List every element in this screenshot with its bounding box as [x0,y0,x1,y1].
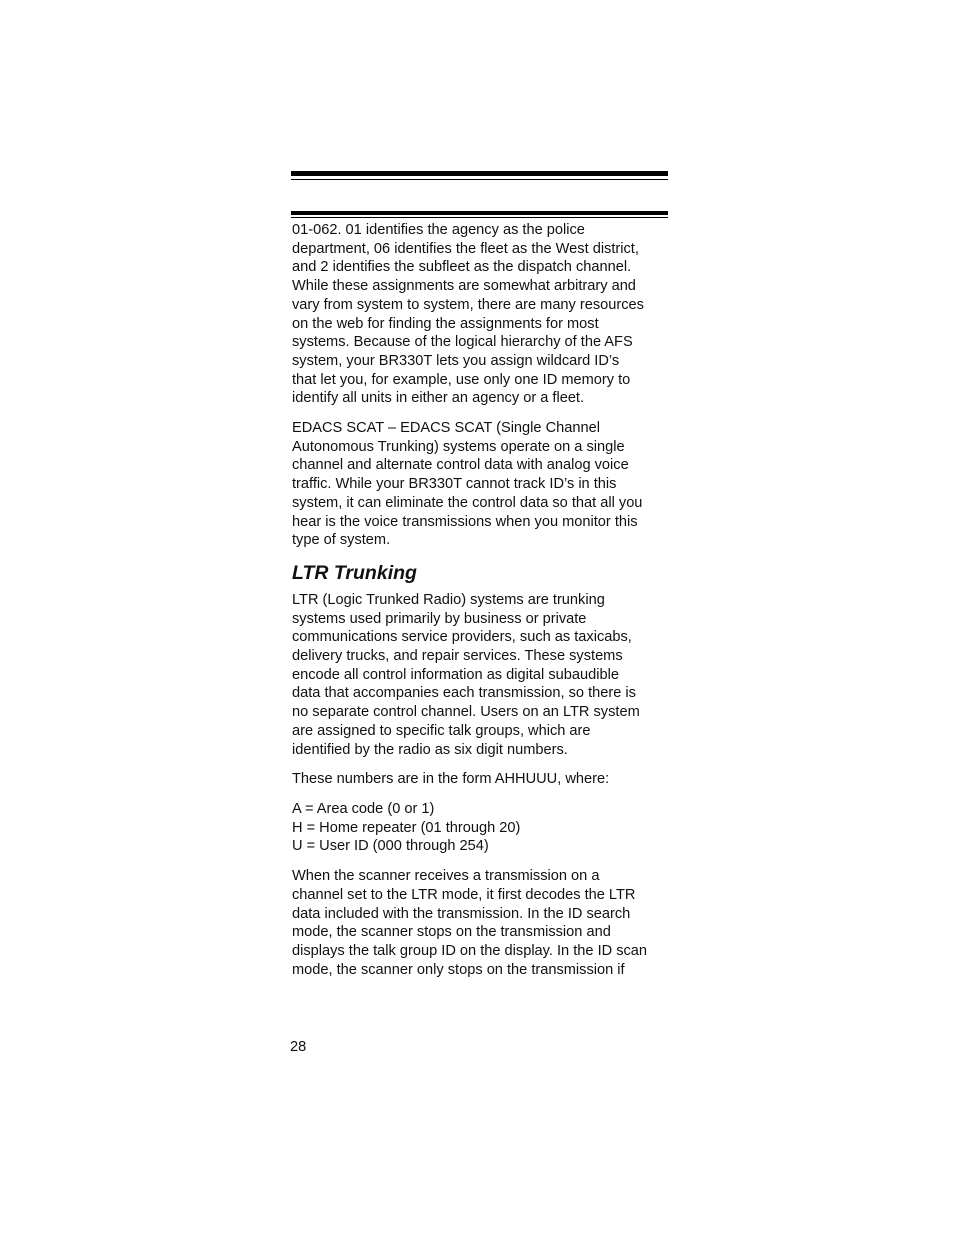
text-line: EDACS SCAT – EDACS SCAT (Single Channel [292,420,600,437]
section-rule-thick [291,211,668,215]
text-line: mode, the scanner only stops on the transmission if [292,961,625,978]
text-line: hear is the voice transmissions when you monitor this [292,513,638,530]
text-line: mode, the scanner stops on the transmission and [292,924,611,941]
page-body [292,221,670,990]
section-rule-thin [291,217,668,218]
text-line: department, 06 identifies the fleet as the West district, [292,240,639,257]
paragraph [292,419,670,550]
text-line: traffic. While your BR330T cannot track ID’s in this [292,476,617,493]
text-line: and 2 identifies the subfleet as the dispatch channel. [292,259,632,276]
text-line: vary from system to system, there are many resources [292,296,644,313]
page-number: 28 [290,1039,307,1055]
text-line: communications service providers, such as taxicabs, [292,629,632,646]
paragraph [292,591,670,759]
text-line: that let you, for example, use only one ID memory to [292,371,631,388]
text-line: no separate control channel. Users on an LTR system [292,704,640,721]
text-line: type of system. [292,532,391,549]
header-rule-thin [291,179,668,180]
paragraph [292,800,670,856]
text-line: system, it can eliminate the control data so that all you [292,494,643,511]
text-line: data that accompanies each transmission, so there is [292,685,636,702]
text-line: systems. Because of the logical hierarchy of the AFS [292,334,633,351]
text-line: These numbers are in the form AHHUUU, where: [292,771,610,788]
text-line: Autonomous Trunking) systems operate on a single [292,438,625,455]
text-line: systems used primarily by business or private [292,610,587,627]
paragraph [292,867,670,979]
text-line: channel set to the LTR mode, it first decodes the LTR [292,886,636,903]
text-line: U = User ID (000 through 254) [292,838,489,855]
text-line: on the web for finding the assignments for most [292,315,599,332]
text-line: displays the talk group ID on the display. In the ID scan [292,942,648,959]
body-text-upper [292,221,670,550]
body-text-lower [292,591,670,979]
text-line: encode all control information as digital subaudible [292,666,619,683]
text-line: data included with the transmission. In the ID search [292,905,631,922]
text-line: identified by the radio as six digit numbers. [292,741,568,758]
paragraph [292,221,670,408]
text-line: delivery trucks, and repair services. These systems [292,648,623,665]
paragraph [292,770,670,789]
text-line: are assigned to specific talk groups, which are [292,722,591,739]
text-line: When the scanner receives a transmission on a [292,868,600,885]
header-rule-thick [291,171,668,176]
text-line: A = Area code (0 or 1) [292,800,435,817]
text-line: channel and alternate control data with analog voice [292,457,629,474]
text-line: While these assignments are somewhat arbitrary and [292,278,636,295]
section-heading: LTR Trunking [292,561,417,584]
text-line: system, your BR330T lets you assign wildcard ID’s [292,352,620,369]
text-line: H = Home repeater (01 through 20) [292,819,521,836]
text-line: LTR (Logic Trunked Radio) systems are trunking [292,591,605,608]
text-line: identify all units in either an agency or a fleet. [292,390,585,407]
text-line: 01-062. 01 identifies the agency as the police [292,222,585,238]
